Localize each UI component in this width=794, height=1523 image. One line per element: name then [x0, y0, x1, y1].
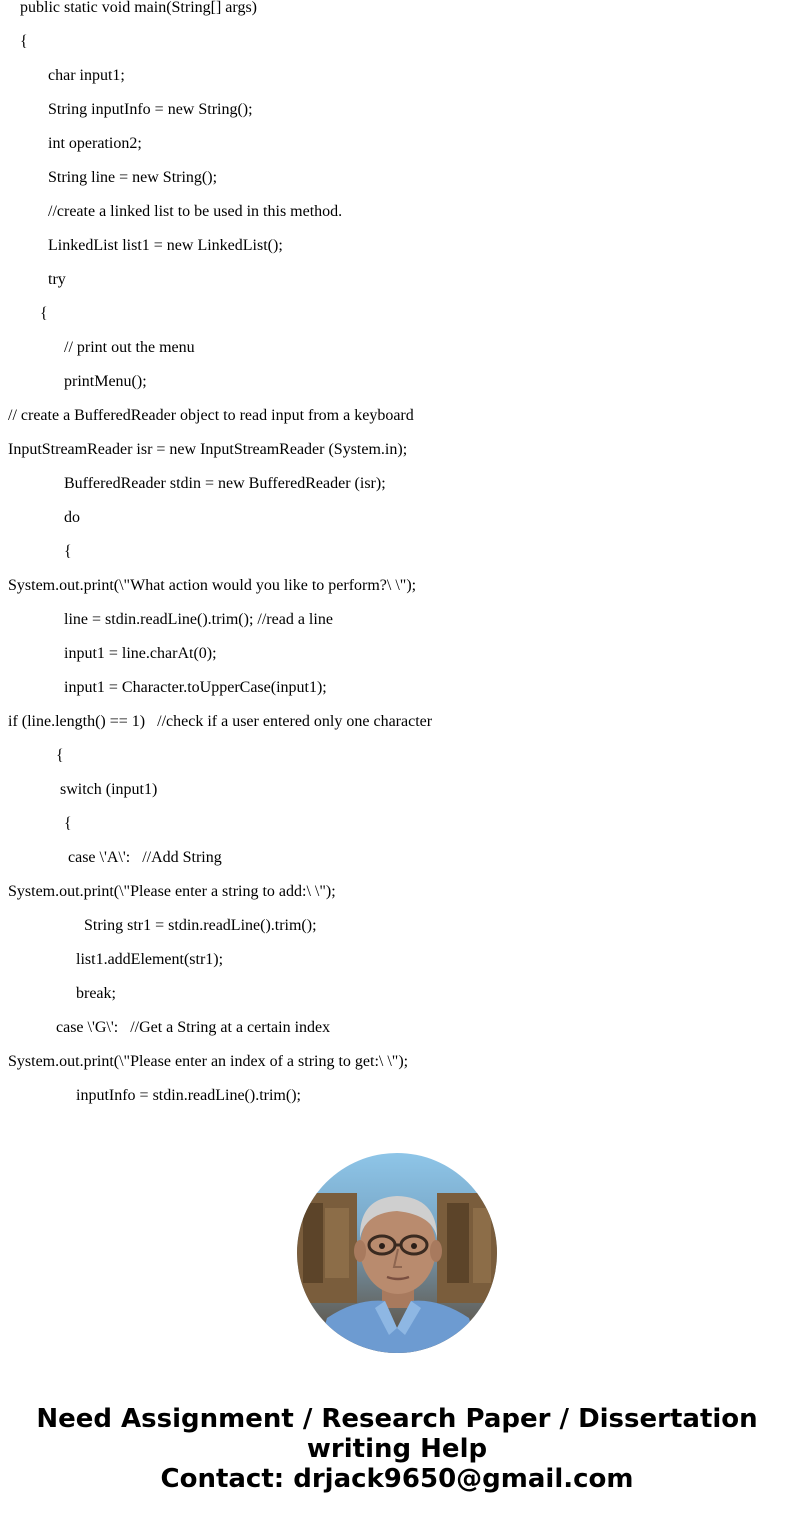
code-line: line = stdin.readLine().trim(); //read a line [64, 611, 333, 628]
code-line: inputInfo = stdin.readLine().trim(); [76, 1087, 301, 1104]
footer-line-2: writing Help [306, 1434, 488, 1464]
code-line: // print out the menu [64, 339, 195, 356]
code-line: { [20, 33, 28, 50]
code-line: System.out.print(\"Please enter a string to add:\ \"); [8, 883, 336, 900]
code-line: break; [76, 985, 116, 1002]
code-line: String line = new String(); [48, 169, 218, 186]
code-line: int operation2; [48, 135, 142, 152]
code-line: switch (input1) [60, 781, 158, 798]
code-line: { [64, 543, 72, 560]
code-line: case \'A\': //Add String [68, 849, 222, 866]
code-line: list1.addElement(str1); [76, 951, 224, 968]
code-line: System.out.print(\"What action would you like to perform?\ \"); [8, 577, 417, 594]
code-line: input1 = Character.toUpperCase(input1); [64, 679, 327, 696]
code-line: String inputInfo = new String(); [48, 101, 253, 118]
code-line: InputStreamReader isr = new InputStreamReader (System.in); [8, 441, 408, 458]
code-line: String str1 = stdin.readLine().trim(); [84, 917, 317, 934]
code-line: System.out.print(\"Please enter an index of a string to get:\ \"); [8, 1053, 409, 1070]
code-line: if (line.length() == 1) //check if a user entered only one character [8, 713, 433, 730]
code-line: input1 = line.charAt(0); [64, 645, 217, 662]
code-line: { [56, 747, 64, 764]
footer-contact-email: Contact: drjack9650@gmail.com [160, 1464, 634, 1494]
code-line: BufferedReader stdin = new BufferedReader (isr); [64, 475, 386, 492]
code-line: { [64, 815, 72, 832]
footer-contact [0, 1404, 794, 1494]
code-line: { [40, 305, 48, 322]
code-line: printMenu(); [64, 373, 147, 390]
person-photo-icon [297, 1153, 497, 1353]
code-line: //create a linked list to be used in this method. [48, 203, 343, 220]
footer-line-1: Need Assignment / Research Paper / Dissertation [36, 1404, 758, 1434]
code-line: public static void main(String[] args) [20, 0, 257, 16]
code-line: LinkedList list1 = new LinkedList(); [48, 237, 283, 254]
code-line: char input1; [48, 67, 125, 84]
code-line: // create a BufferedReader object to read input from a keyboard [8, 407, 414, 424]
code-line: do [64, 509, 80, 526]
author-avatar [297, 1153, 497, 1353]
code-line: case \'G\': //Get a String at a certain index [56, 1019, 331, 1036]
code-line: try [48, 271, 66, 288]
